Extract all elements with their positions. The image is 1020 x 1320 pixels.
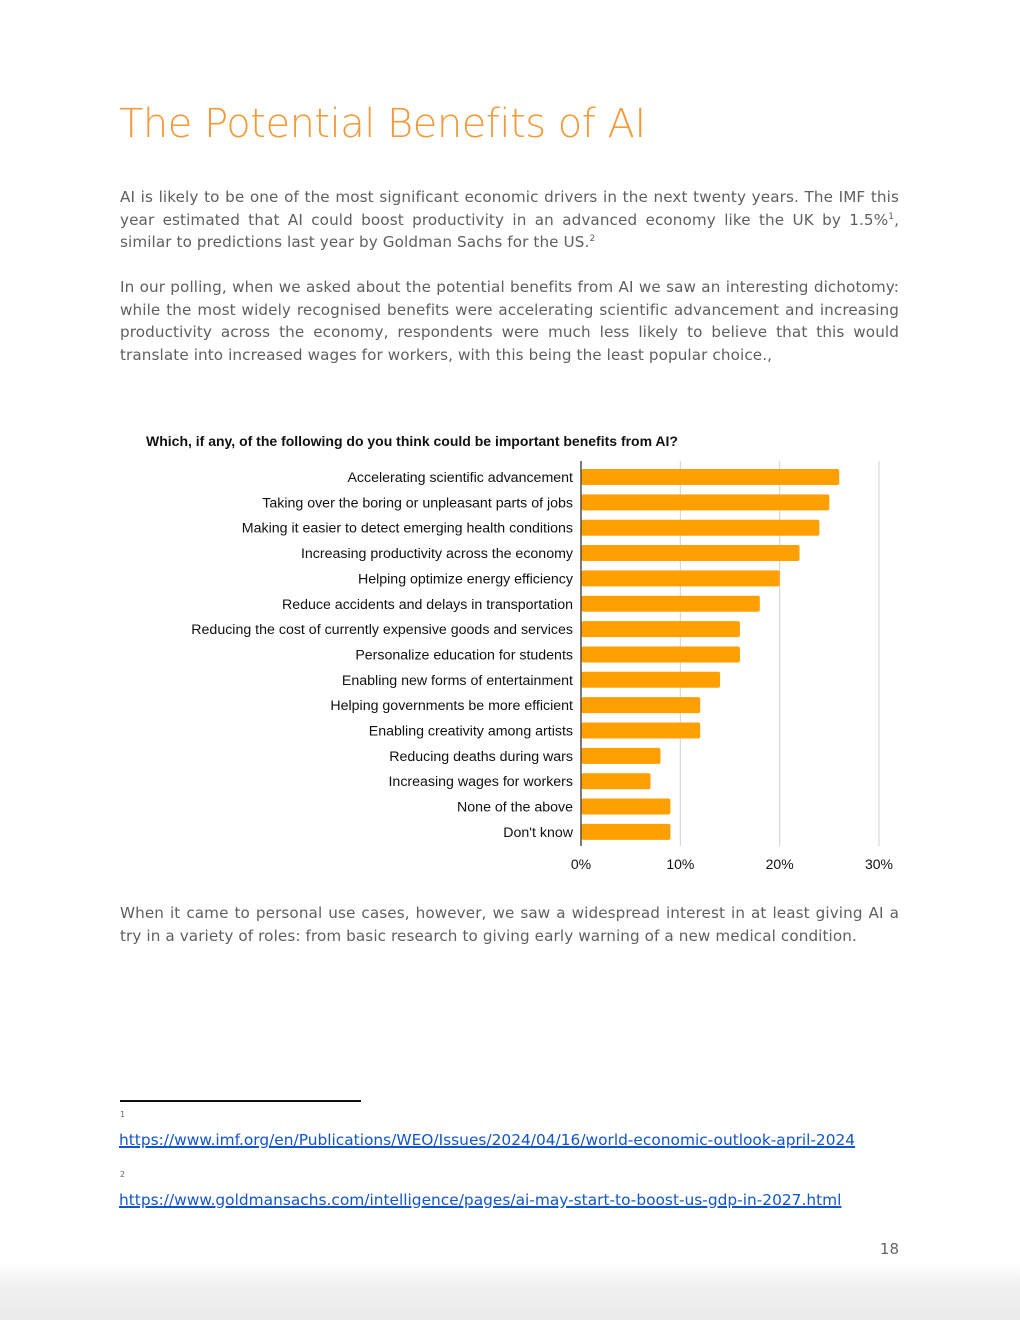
chart-category-label: Accelerating scientific advancement	[347, 470, 573, 486]
page-title: The Potential Benefits of AI	[119, 101, 646, 147]
chart-bar	[582, 672, 721, 688]
chart-bar	[582, 469, 840, 485]
chart-category-label: Increasing wages for workers	[388, 774, 573, 791]
chart-bars	[582, 469, 840, 840]
benefits-bar-chart	[130, 425, 910, 885]
chart-category-label: Increasing productivity across the economy	[300, 546, 573, 563]
intro-paragraph	[120, 186, 899, 254]
chart-category-label: Enabling new forms of entertainment	[341, 672, 573, 689]
benefits-chart-svg	[130, 425, 910, 885]
chart-category-label: Reducing deaths during wars	[389, 748, 573, 765]
chart-category-label: None of the above	[457, 799, 573, 816]
footnote-ref-1[interactable]: 1	[888, 211, 895, 222]
chart-bar	[582, 824, 671, 840]
footnote-number-2: 2	[120, 1170, 126, 1179]
chart-category-label: Helping governments be more efficient	[330, 698, 573, 715]
chart-category-label: Reducing the cost of currently expensive goods and services	[191, 622, 573, 639]
chart-x-tick-label: 10%	[666, 856, 695, 872]
chart-bar	[582, 494, 830, 510]
chart-bar	[582, 773, 651, 789]
chart-bar	[582, 570, 780, 586]
chart-category-label: Taking over the boring or unpleasant parts of jobs	[262, 495, 573, 512]
chart-bar	[582, 697, 701, 713]
chart-category-label: Personalize education for students	[355, 647, 573, 664]
page-number: 18	[879, 1240, 899, 1258]
use-cases-paragraph: When it came to personal use cases, however, we saw a widespread interest in at least giving AI a try in a variety of roles: from basic research to giving early warning of a new medical condition.	[120, 904, 899, 945]
chart-bar	[582, 799, 671, 815]
intro-text-continued: , similar to predictions last year by Goldman Sachs for the US.	[120, 210, 899, 252]
chart-x-tick-label: 20%	[765, 856, 794, 872]
chart-category-label: Helping optimize energy efficiency	[357, 571, 573, 588]
chart-bar	[582, 748, 661, 764]
chart-category-label: Making it easier to detect emerging health conditions	[241, 520, 573, 537]
chart-bar	[582, 596, 760, 612]
chart-category-labels	[191, 470, 574, 841]
chart-category-label: Reduce accidents and delays in transportation	[281, 596, 573, 613]
chart-x-ticks	[571, 856, 893, 872]
footnote-link-imf[interactable]: https://www.imf.org/en/Publications/WEO/Issues/2024/04/16/world-economic-outlook-april-2024	[119, 1131, 856, 1149]
chart-x-tick-label: 0%	[570, 856, 592, 872]
footnote-ref-2[interactable]: 2	[589, 234, 596, 245]
chart-category-label: Don't know	[503, 824, 573, 841]
footnote-link-goldman-sachs[interactable]: https://www.goldmansachs.com/intelligence/pages/ai-may-start-to-boost-us-gdp-in-2027.html	[119, 1191, 842, 1209]
polling-paragraph: In our polling, when we asked about the potential benefits from AI we saw an interesting dichotomy: while the most widely recognised benefits were accelerating scientific advancement and increasing productivity across the economy, respondents were much less likely to believe that this would translate into increased wages for workers, with this being the least popular choice.,	[120, 278, 899, 364]
footnote-number-1: 1	[120, 1110, 126, 1119]
chart-title: Which, if any, of the following do you think could be important benefits from AI?	[146, 433, 678, 449]
chart-bar	[582, 520, 820, 536]
chart-bar	[582, 545, 800, 561]
chart-x-tick-label: 30%	[864, 856, 894, 872]
footnote-divider	[120, 1100, 361, 1102]
chart-category-label: Enabling creativity among artists	[368, 723, 573, 740]
chart-bar	[582, 723, 701, 739]
page-bottom-shadow	[0, 1262, 1020, 1320]
chart-bar	[582, 621, 740, 637]
intro-text: AI is likely to be one of the most significant economic drivers in the next twenty years. The IMF this year estimated that AI could boost productivity in an advanced economy like the UK by 1.5%	[120, 188, 899, 229]
chart-bar	[582, 646, 740, 662]
